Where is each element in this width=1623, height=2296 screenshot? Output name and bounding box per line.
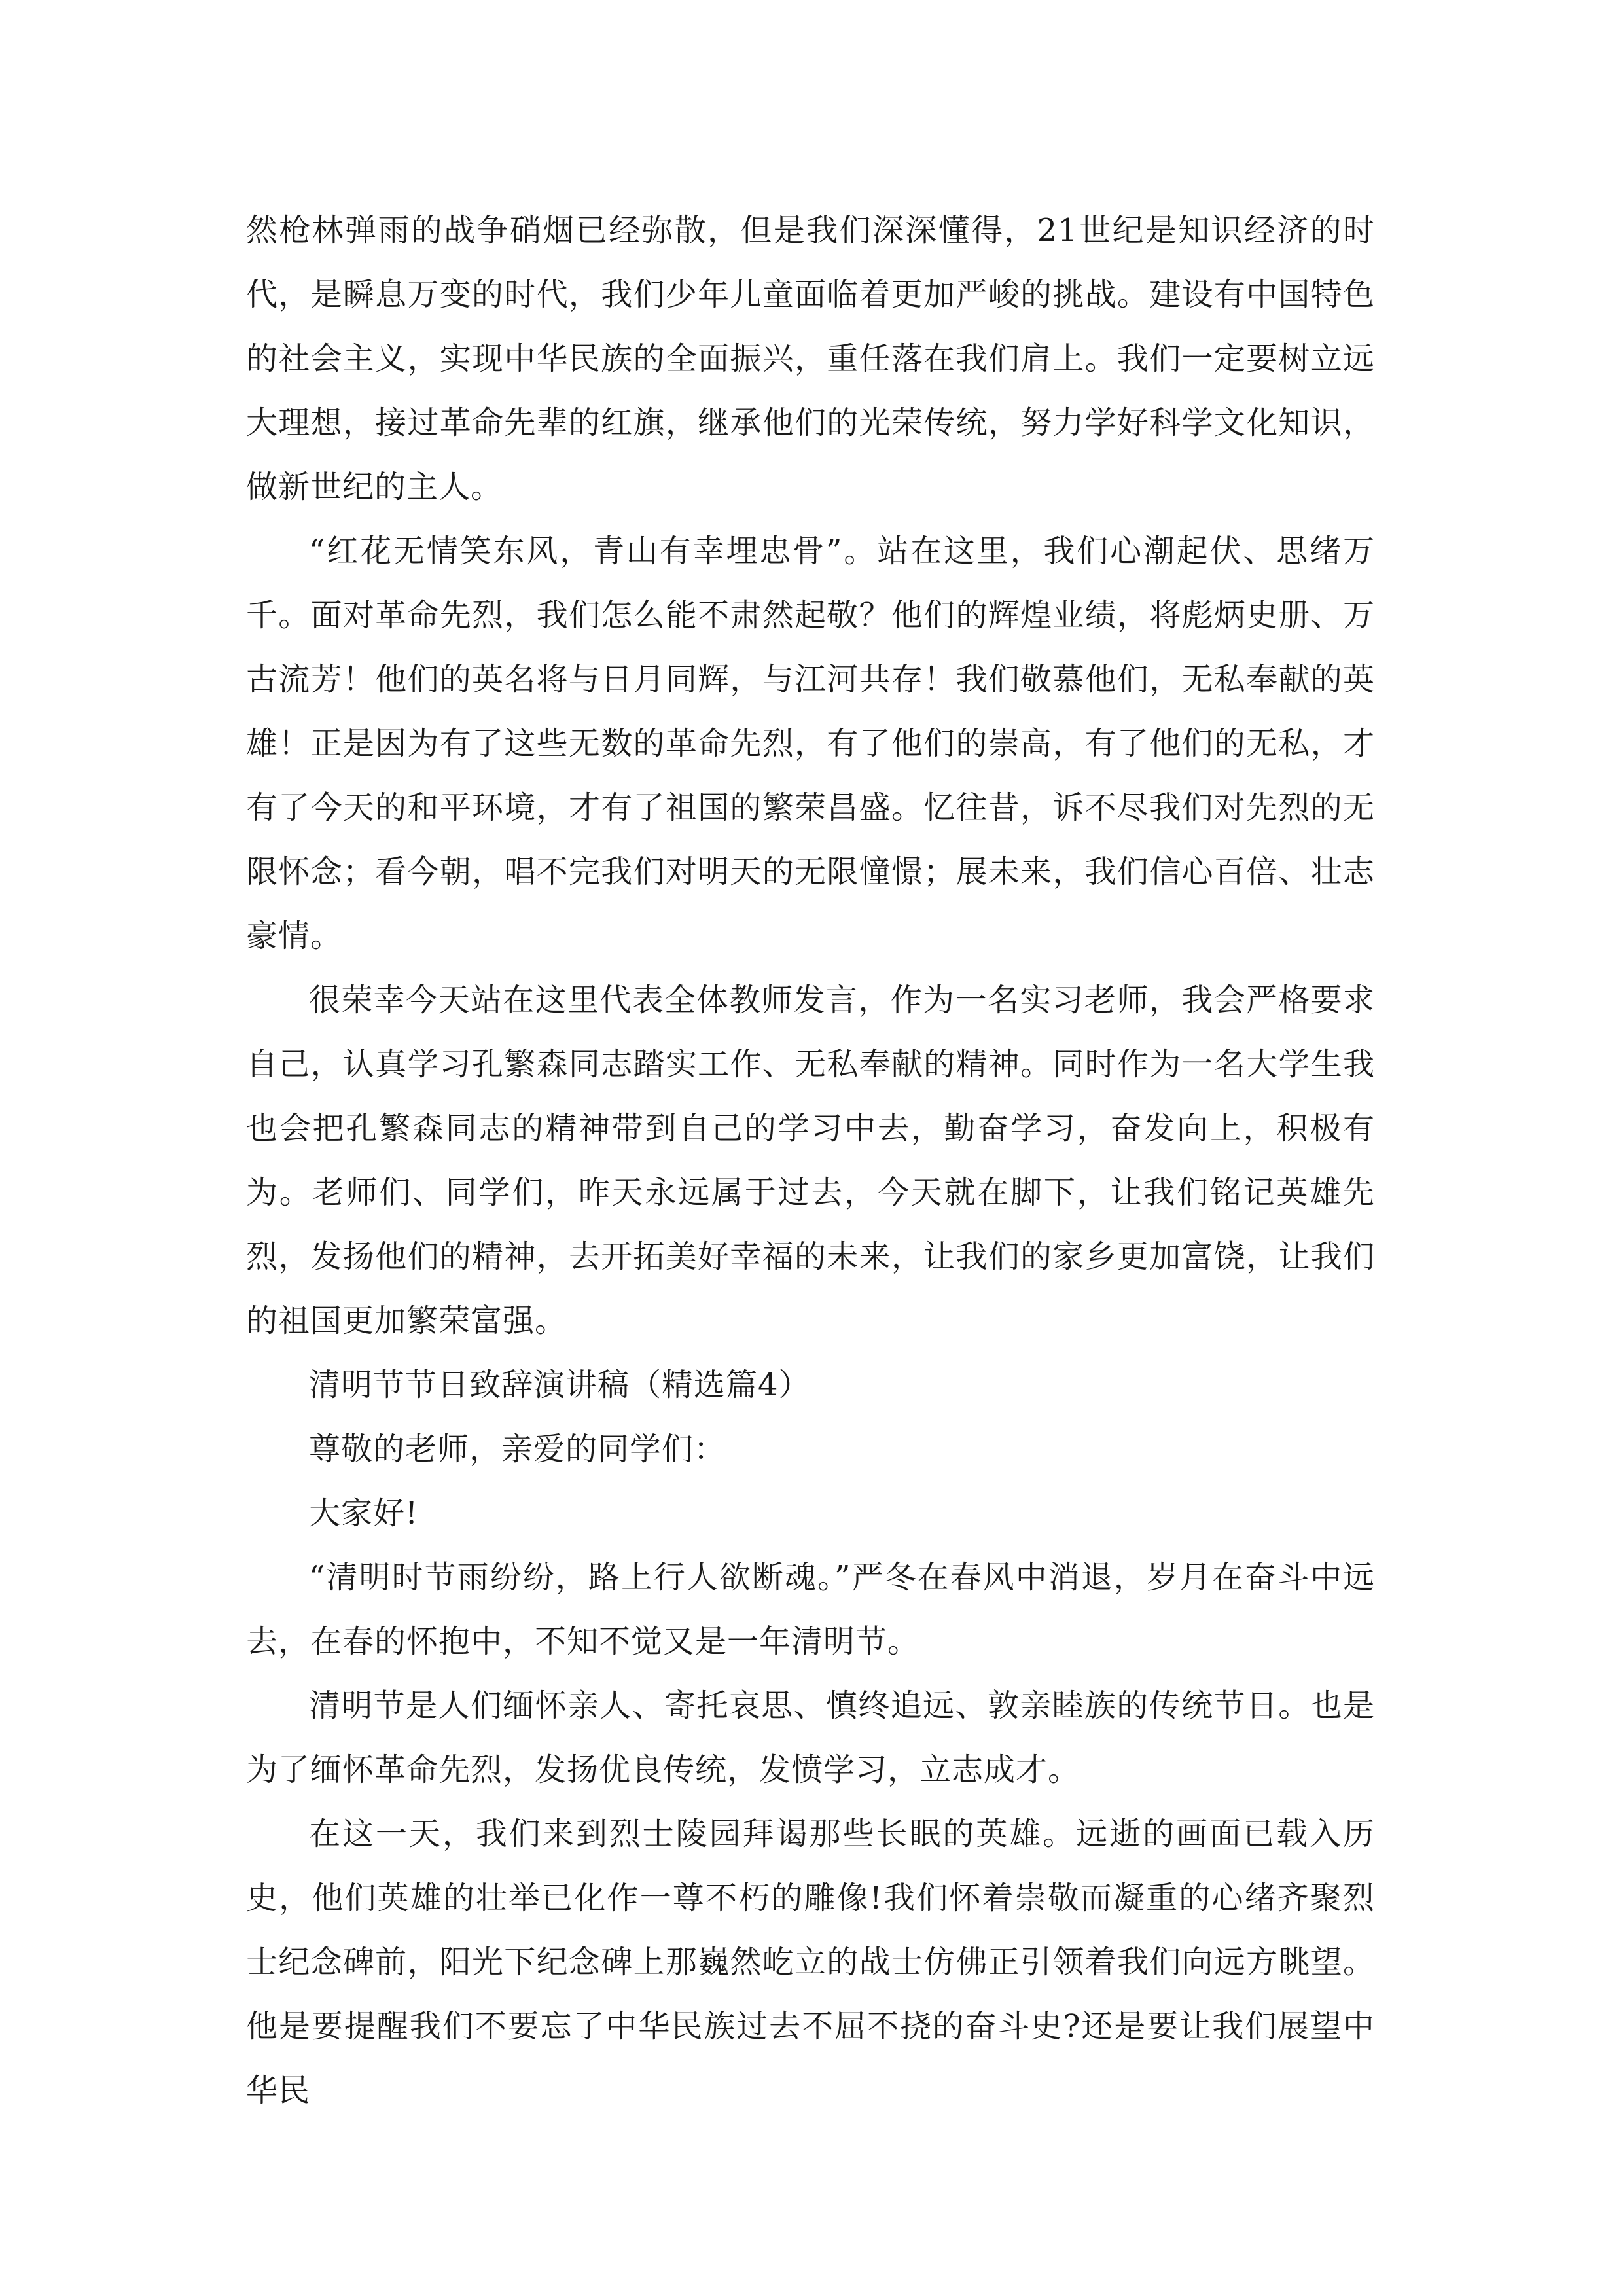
paragraph-qingming: 清明节是人们缅怀亲人、寄托哀思、慎终追远、敦亲睦族的传统节日。也是为了缅怀革命先烈，发扬优良传统，发愤学习，立志成才。 (246, 1687, 1375, 1788)
document-body (246, 198, 1375, 2123)
paragraph-continuation: 然枪林弹雨的战争硝烟已经弥散，但是我们深深懂得，21世纪是知识经济的时代，是瞬息万变的时代，我们少年儿童面临着更加严峻的挑战。建设有中国特色的社会主义，实现中华民族的全面振兴，重任落在我们肩上。我们一定要树立远大理想，接过革命先辈的红旗，继承他们的光荣传统，努力学好科学文化知识，做新世纪的主人。 (246, 212, 1375, 505)
paragraph-memorial: 在这一天，我们来到烈士陵园拜谒那些长眠的英雄。远逝的画面已载入历史，他们英雄的壮举已化作一尊不朽的雕像!我们怀着崇敬而凝重的心绪齐聚烈士纪念碑前，阳光下纪念碑上那巍然屹立的战士仿佛正引领着我们向远方眺望。他是要提醒我们不要忘了中华民族过去不屈不挠的奋斗史?还是要让我们展望中华民 (246, 1816, 1375, 2109)
paragraph-tribute: “红花无情笑东风，青山有幸埋忠骨”。站在这里，我们心潮起伏、思绪万千。面对革命先烈，我们怎么能不肃然起敬？他们的辉煌业绩，将彪炳史册、万古流芳！他们的英名将与日月同辉，与江河共存！我们敬慕他们，无私奉献的英雄！正是因为有了这些无数的革命先烈，有了他们的崇高，有了他们的无私，才有了今天的和平环境，才有了祖国的繁荣昌盛。忆往昔，诉不尽我们对先烈的无限怀念；看今朝，唱不完我们对明天的无限憧憬；展未来，我们信心百倍、壮志豪情。 (246, 533, 1375, 954)
paragraph-poem: “清明时节雨纷纷，路上行人欲断魂。”严冬在春风中消退，岁月在奋斗中远去，在春的怀抱中，不知不觉又是一年清明节。 (246, 1559, 1375, 1660)
salutation: 尊敬的老师，亲爱的同学们： (309, 1431, 726, 1467)
paragraph-teacher-speech: 很荣幸今天站在这里代表全体教师发言，作为一名实习老师，我会严格要求自己，认真学习孔繁森同志踏实工作、无私奉献的精神。同时作为一名大学生我也会把孔繁森同志的精神带到自己的学习中去，勤奋学习，奋发向上，积极有为。老师们、同学们，昨天永远属于过去，今天就在脚下，让我们铭记英雄先烈，发扬他们的精神，去开拓美好幸福的未来，让我们的家乡更加富饶，让我们的祖国更加繁荣富强。 (246, 982, 1375, 1339)
section-heading: 清明节节日致辞演讲稿（精选篇4） (309, 1367, 811, 1403)
greeting: 大家好! (309, 1495, 419, 1532)
